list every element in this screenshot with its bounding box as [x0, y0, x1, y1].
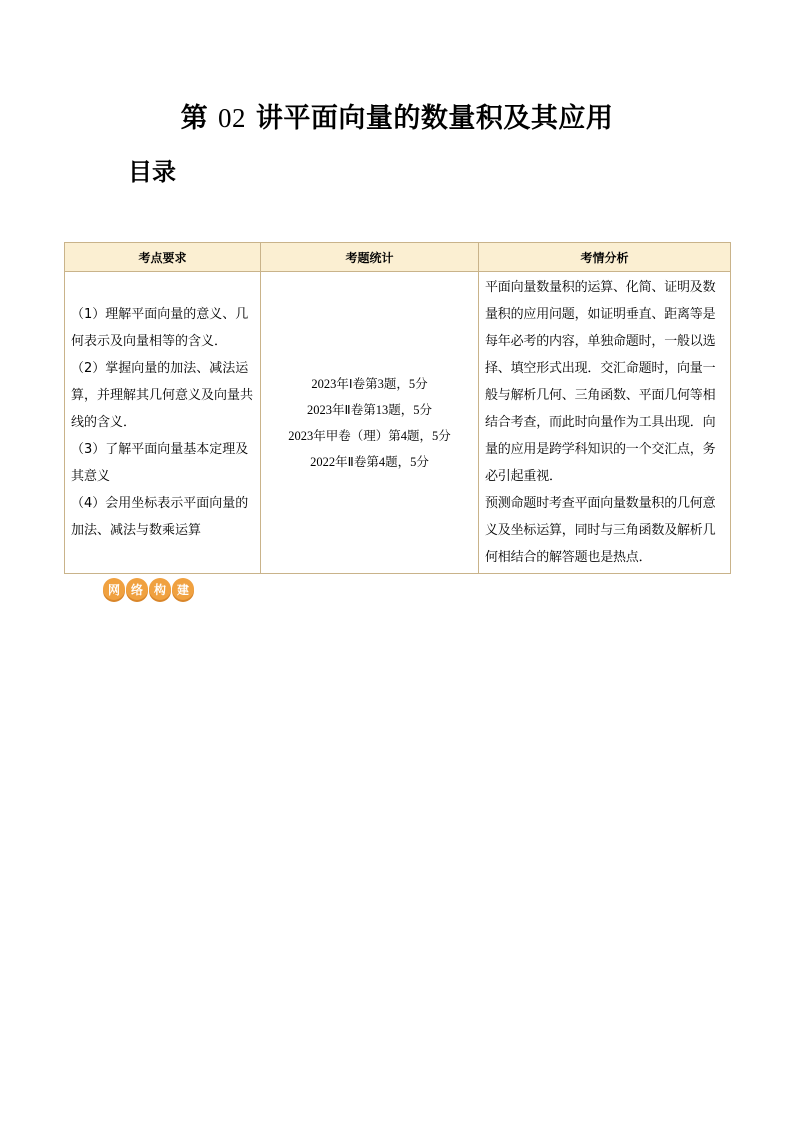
badge-char: 络: [126, 578, 148, 600]
stat-line: 2023年Ⅰ卷第3题，5分: [311, 376, 428, 391]
analysis-text: 平面向量数量积的运算、化简、证明及数量积的应用问题，如证明垂直、距离等是每年必考的内容，单独命题时，一般以选择、填空形式出现．交汇命题时，向量一般与解析几何、三角函数、平面几何等相结合考查，而此时向量作为工具出现．向量的应用是跨学科知识的一个交汇点，务必引起重视． 预测命题时考查平面向量数量积的几何意义及坐标运算，同时与三角函数及解析几何相结合的解答题也是热点．: [485, 280, 716, 565]
header-requirements: 考点要求: [65, 243, 261, 272]
stat-line: 2023年甲卷（理）第4题，5分: [288, 428, 451, 443]
header-statistics: 考题统计: [261, 243, 479, 272]
statistics-cell: [261, 272, 479, 574]
title-number: 02: [218, 103, 246, 133]
stat-line: 2023年Ⅱ卷第13题，5分: [307, 402, 432, 417]
analysis-cell: [479, 272, 731, 574]
page-title: [0, 96, 794, 135]
requirements-cell: [65, 272, 261, 574]
title-suffix: 讲平面向量的数量积及其应用: [255, 103, 614, 134]
stat-line: 2022年Ⅱ卷第4题，5分: [310, 454, 429, 469]
exam-overview-table: [64, 242, 731, 574]
header-analysis: 考情分析: [479, 243, 731, 272]
badge-char: 建: [172, 578, 194, 600]
network-build-badge: [103, 578, 194, 600]
requirements-text: （1）理解平面向量的意义、几何表示及向量相等的含义． （2）掌握向量的加法、减法运算，并理解其几何意义及向量共线的含义． （3）了解平面向量基本定理及其意义 （4）会用坐标表示平面向量的加法、减法与数乘运算: [71, 307, 254, 538]
title-prefix: 第: [180, 103, 209, 134]
badge-char: 网: [103, 578, 125, 600]
toc-heading: 目录: [128, 158, 176, 186]
badge-char: 构: [149, 578, 171, 600]
